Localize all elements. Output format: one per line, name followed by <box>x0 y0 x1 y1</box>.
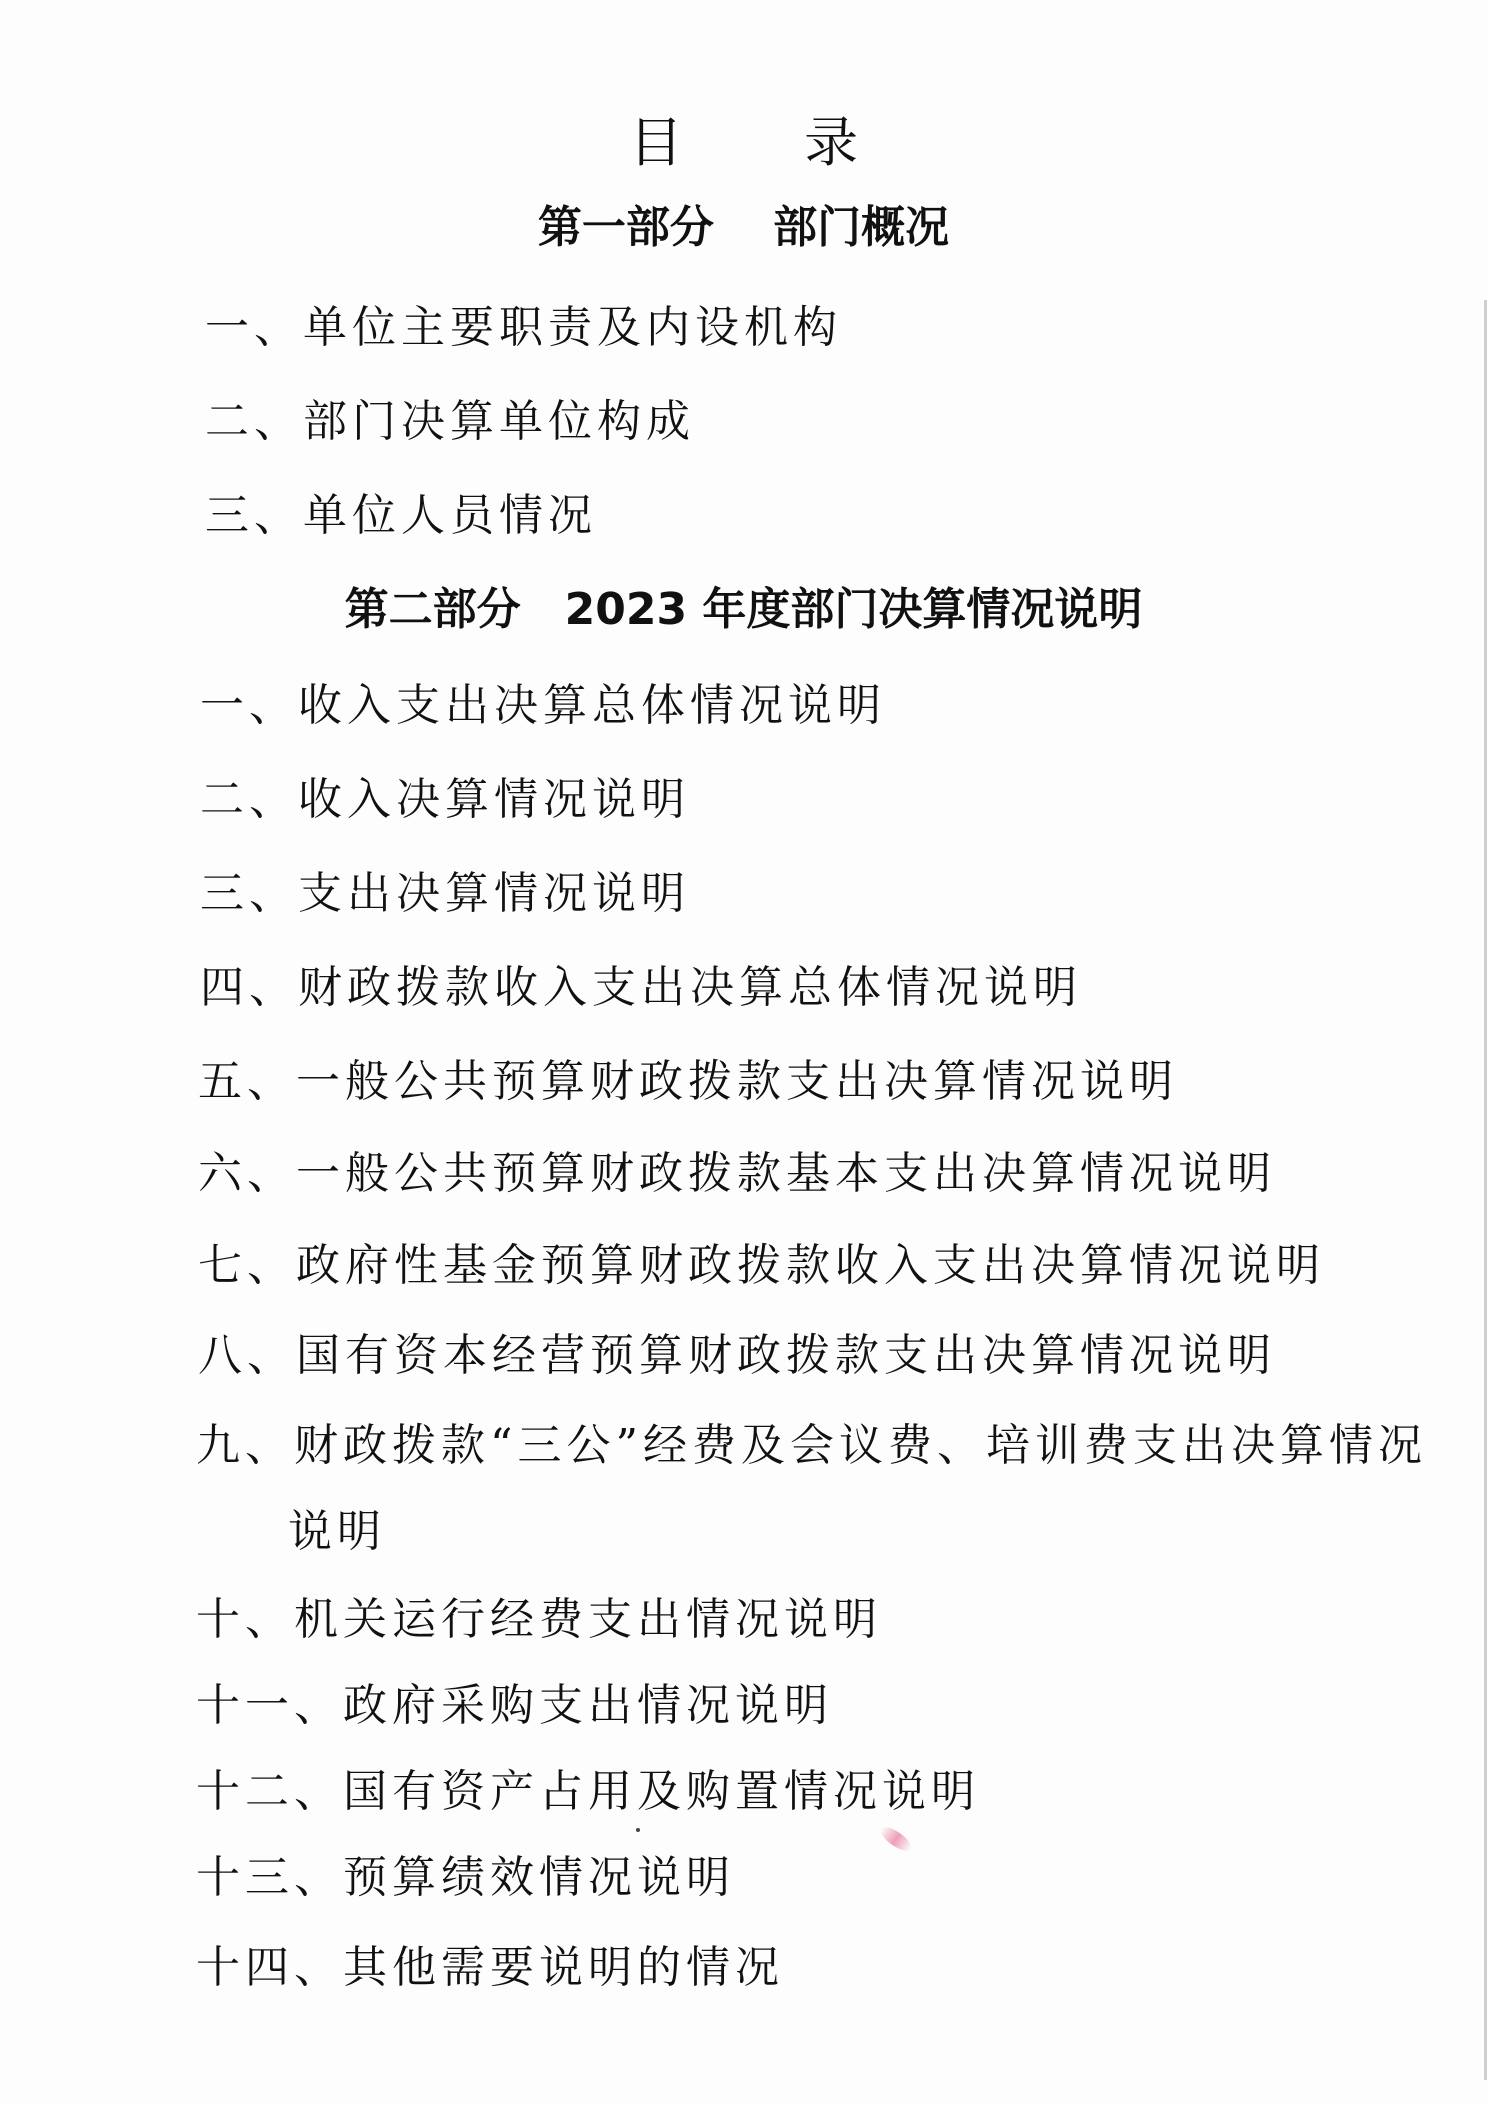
toc-entry-text: 政府采购支出情况说明 <box>343 1680 833 1731</box>
toc-entry-text: 其他需要说明的情况 <box>343 1942 784 1993</box>
toc-entry-marker: 七、 <box>198 1240 296 1291</box>
toc-entry-part2-7 <box>198 1236 1325 1296</box>
toc-entry-text: 国有资产占用及购置情况说明 <box>343 1766 980 1817</box>
toc-entry-text: 单位主要职责及内设机构 <box>303 302 842 353</box>
page-title: 目 录 <box>628 111 911 174</box>
toc-entry-text: 财政拨款收入支出决算总体情况说明 <box>298 962 1082 1013</box>
toc-entry-marker: 三、 <box>205 490 303 541</box>
toc-entry-text: 国有资本经营预算财政拨款支出决算情况说明 <box>296 1330 1276 1381</box>
toc-entry-part2-1 <box>200 676 886 736</box>
toc-entry-marker: 五、 <box>198 1056 296 1107</box>
toc-entry-text: 预算绩效情况说明 <box>343 1852 735 1903</box>
toc-entry-part2-12 <box>196 1762 980 1822</box>
toc-entry-text: 部门决算单位构成 <box>303 396 695 447</box>
toc-entry-part2-3 <box>200 864 690 924</box>
part1-heading: 第一部分 部门概况 <box>537 202 950 253</box>
toc-entry-text: 单位人员情况 <box>303 490 597 541</box>
toc-entry-marker: 十、 <box>196 1594 294 1645</box>
toc-entry-part2-6 <box>198 1144 1276 1204</box>
toc-entry-marker: 八、 <box>198 1330 296 1381</box>
toc-entry-marker: 四、 <box>200 962 298 1013</box>
toc-entry-part2-8 <box>198 1326 1276 1386</box>
toc-entry-text: 政府性基金预算财政拨款收入支出决算情况说明 <box>296 1240 1325 1291</box>
toc-entry-part2-14 <box>196 1938 784 1998</box>
toc-entry-part2-9 <box>196 1416 1427 1476</box>
toc-entry-part2-11 <box>196 1676 833 1736</box>
toc-entry-part1-1 <box>205 298 842 358</box>
toc-entry-part1-3 <box>205 486 597 546</box>
toc-entry-marker: 六、 <box>198 1148 296 1199</box>
toc-entry-part2-5 <box>198 1052 1178 1112</box>
part2-heading: 第二部分 2023 年度部门决算情况说明 <box>344 584 1143 635</box>
scan-speck <box>636 1828 640 1832</box>
toc-entry-text: 支出决算情况说明 <box>298 868 690 919</box>
toc-entry-text: 机关运行经费支出情况说明 <box>294 1594 882 1645</box>
toc-entry-marker: 十二、 <box>196 1766 343 1817</box>
toc-entry-marker: 一、 <box>205 302 303 353</box>
toc-entry-text: 一般公共预算财政拨款支出决算情况说明 <box>296 1056 1178 1107</box>
toc-entry-text: 财政拨款“三公”经费及会议费、培训费支出决算情况 <box>294 1420 1427 1471</box>
toc-entry-marker: 一、 <box>200 680 298 731</box>
toc-entry-text: 收入决算情况说明 <box>298 774 690 825</box>
toc-entry-marker: 三、 <box>200 868 298 919</box>
scan-ink-mark <box>877 1823 915 1855</box>
toc-entry-marker: 十四、 <box>196 1942 343 1993</box>
toc-entry-marker: 十一、 <box>196 1680 343 1731</box>
toc-entry-marker: 九、 <box>196 1420 294 1471</box>
toc-entry-text: 一般公共预算财政拨款基本支出决算情况说明 <box>296 1148 1276 1199</box>
toc-entry-text: 收入支出决算总体情况说明 <box>298 680 886 731</box>
toc-entry-part2-4 <box>200 958 1082 1018</box>
toc-entry-part2-2 <box>200 770 690 830</box>
toc-entry-marker: 二、 <box>200 774 298 825</box>
toc-entry-part2-10 <box>196 1590 882 1650</box>
toc-entry-marker: 十三、 <box>196 1852 343 1903</box>
toc-entry-part1-2 <box>205 392 695 452</box>
toc-entry-part2-13 <box>196 1848 735 1908</box>
toc-entry-part2-9-continuation: 说明 <box>288 1506 386 1557</box>
toc-entry-marker: 二、 <box>205 396 303 447</box>
